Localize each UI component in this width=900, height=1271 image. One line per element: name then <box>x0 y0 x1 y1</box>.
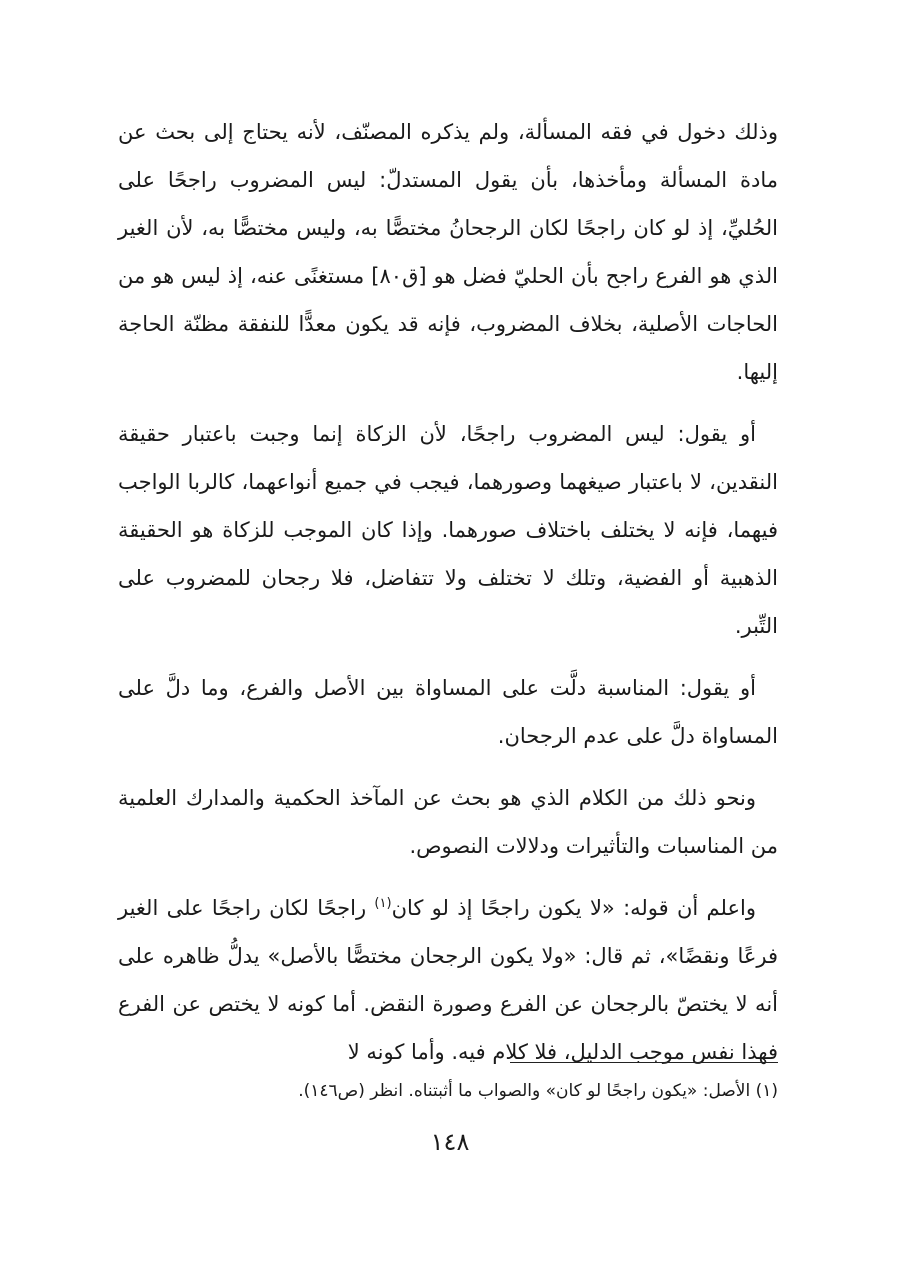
paragraph-3: أو يقول: المناسبة دلَّت على المساواة بين الأصل والفرع، وما دلَّ على المساواة دلَّ على عدم الرجحان. <box>118 676 778 748</box>
paragraph-5-lead: واعلم أن قوله: «لا يكون راجحًا إذ لو كان <box>391 896 756 920</box>
footnote-1: (١) الأصل: «يكون راجحًا لو كان» والصواب ما أثبتناه. انظر (ص١٤٦). <box>298 1081 778 1101</box>
footnote-separator <box>510 1062 778 1063</box>
paragraph-5-rest: راجحًا لكان راجحًا على الغير فرعًا ونقضًا»، ثم قال: «ولا يكون الرجحان مختصًّا بالأصل» يدلُّ ظاهره على أنه لا يختصّ بالرجحان عن الفرع وصورة النقض. أما كونه لا يختص عن الفرع فهذا نفس موجب الدليل، فلا كلام فيه. وأما كونه لا <box>118 896 778 1064</box>
paragraph-4: ونحو ذلك من الكلام الذي هو بحث عن المآخذ الحكمية والمدارك العلمية من المناسبات والتأثيرات ودلالات النصوص. <box>118 786 778 858</box>
main-text-block <box>118 108 778 1090</box>
paragraph-1: وذلك دخول في فقه المسألة، ولم يذكره المصنّف، لأنه يحتاج إلى بحث عن مادة المسألة ومأخذها، بأن يقول المستدلّ: ليس المضروب راجحًا على الحُليِّ، إذ لو كان راجحًا لكان الرجحانُ مختصًّا به، وليس مختصًّا به، لأن الغير الذي هو الفرع راجح بأن الحليّ فضل هو [ق٨٠] مستغنًى عنه، إذ ليس هو من الحاجات الأصلية، بخلاف المضروب، فإنه قد يكون معدًّا للنفقة مظنّة الحاجة إليها. <box>118 120 779 384</box>
page-number: ١٤٨ <box>430 1128 470 1156</box>
paragraph-5 <box>118 884 778 1076</box>
footnote-reference-mark[interactable]: (١) <box>374 896 392 911</box>
paragraph-2: أو يقول: ليس المضروب راجحًا، لأن الزكاة إنما وجبت باعتبار حقيقة النقدين، لا باعتبار صيغهما وصورهما، فيجب في جميع أنواعهما، كالربا الواجب فيهما، فإنه لا يختلف باختلاف صورهما. وإذا كان الموجب للزكاة هو الحقيقة الذهبية أو الفضية، وتلك لا تختلف ولا تتفاضل، فلا رجحان للمضروب على التِّبر. <box>118 422 778 638</box>
